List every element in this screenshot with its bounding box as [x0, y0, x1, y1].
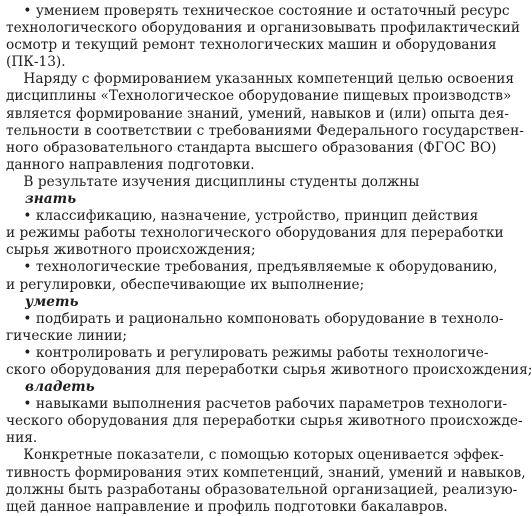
text-line: и регулировки, обеспечивающие их выполнение; — [6, 276, 365, 293]
section-heading-vladet: владеть — [6, 379, 95, 396]
text-line: Конкретные показатели, с помощью которых оценивается эффек- — [6, 447, 504, 464]
text-line: осмотр и текущий ремонт технологических машин и оборудования — [6, 37, 497, 54]
text-line: тельности в соответствии с требованиями Федерального государствен- — [6, 122, 524, 139]
text-line: является формирование знаний, умений, навыков и (или) опыта дея- — [6, 105, 510, 122]
text-line: • навыками выполнения расчетов рабочих параметров технологи- — [6, 396, 508, 413]
text-line: (ПК-13). — [6, 54, 66, 71]
section-heading-znat: знать — [6, 191, 77, 208]
text-line: ского оборудования для переработки сырья животного происхождения; — [6, 361, 532, 378]
text-line: должны быть разработаны образовательной организацией, реализую- — [6, 481, 518, 498]
text-line: В результате изучения дисциплины студенты должны — [6, 173, 420, 190]
text-line: • подбирать и рационально компоновать оборудование в техноло- — [6, 310, 504, 327]
text-line: • технологические требования, предъявляемые к оборудованию, — [6, 259, 498, 276]
text-line: Наряду с формированием указанных компетенций целью освоения — [6, 71, 515, 88]
text-line: данного направления подготовки. — [6, 156, 255, 173]
text-line: тивность формирования этих компетенций, знаний, умений и навыков, — [6, 464, 526, 481]
text-line: • контролировать и регулировать режимы работы технологиче- — [6, 344, 489, 361]
text-line: сырья животного происхождения; — [6, 242, 256, 259]
text-line: дисциплины «Технологическое оборудование пищевых производств» — [6, 88, 512, 105]
text-line: технологического оборудования и организовывать профилактический — [6, 20, 520, 37]
text-line: ния. — [6, 430, 38, 447]
section-heading-umet: уметь — [6, 293, 79, 310]
text-line: ного образовательного стандарта высшего образования (ФГОС ВО) — [6, 139, 497, 156]
text-line: и режимы работы технологического оборудования для переработки — [6, 225, 504, 242]
text-line: • умением проверять техническое состояние и остаточный ресурс — [6, 3, 510, 19]
text-line: ческого оборудования для переработки сырья животного происхожде- — [6, 413, 523, 430]
text-line: гические линии; — [6, 327, 128, 344]
text-line: • классификацию, назначение, устройство, принцип действия — [6, 208, 479, 225]
text-line: щей данное направление и профиль подготовки бакалавров. — [6, 498, 448, 515]
